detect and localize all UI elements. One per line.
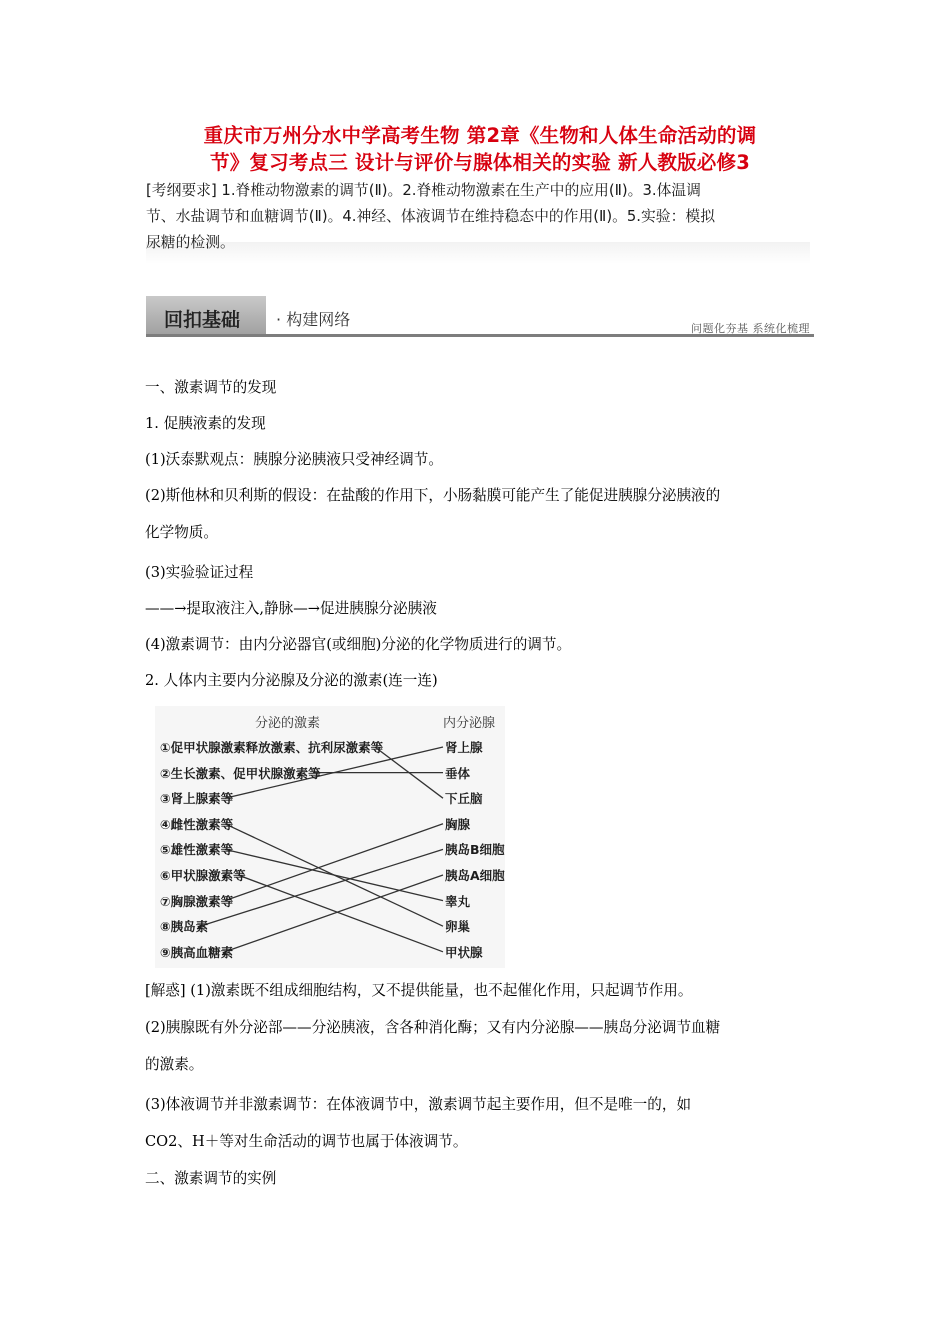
- gland-label: 胰岛A细胞: [445, 868, 505, 883]
- gland-label: 睾丸: [445, 893, 471, 909]
- note-line: [解惑] (1)激素既不组成细胞结构，又不提供能量，也不起催化作用，只起调节作用。: [145, 982, 693, 999]
- banner-subtitle-text: 构建网络: [286, 310, 351, 329]
- exam-requirements: [146, 178, 810, 256]
- gland-label: 肾上腺: [445, 740, 483, 755]
- gland-label: 甲状腺: [445, 944, 483, 960]
- gland-label: 卵巢: [445, 919, 471, 935]
- title-line-2: 节》复习考点三 设计与评价与腺体相关的实验 新人教版必修3: [210, 151, 750, 174]
- hormone-label: ⑥甲状腺激素等: [160, 868, 246, 883]
- paragraph-line: 化学物质。: [145, 524, 218, 541]
- document-title: [145, 122, 815, 176]
- requirements-line-2: 节、水盐调节和血糖调节(Ⅱ)。4.神经、体液调节在维持稳态中的作用(Ⅱ)。5.实验：模拟: [146, 208, 715, 225]
- gland-label: 下丘脑: [445, 791, 483, 807]
- hormone-label: ②生长激素、促甲状腺激素等: [160, 765, 321, 781]
- gland-label: 胸腺: [445, 816, 471, 832]
- hormone-label: ⑧胰岛素: [160, 919, 209, 935]
- hormone-label: ⑨胰高血糖素: [160, 944, 234, 960]
- hormone-label: ⑦胸腺激素等: [160, 893, 234, 909]
- banner-right-caption: 问题化夯基 系统化梳理: [691, 322, 810, 335]
- glands-header: 内分泌腺: [443, 716, 496, 731]
- banner-subtitle: [276, 307, 350, 330]
- subheading-glands: 2. 人体内主要内分泌腺及分泌的激素(连一连): [145, 672, 438, 689]
- note-line: CO2、H＋等对生命活动的调节也属于体液调节。: [145, 1133, 468, 1150]
- hormone-label: ①促甲状腺激素释放激素、抗利尿激素等: [160, 740, 384, 755]
- subheading-secretin: 1. 促胰液素的发现: [145, 415, 266, 432]
- heading-2: 二、激素调节的实例: [145, 1170, 277, 1187]
- banner-dot: ·: [276, 310, 282, 329]
- note-line: (2)胰腺既有外分泌部——分泌胰液，含各种消化酶；又有内分泌腺——胰岛分泌调节血糖: [145, 1019, 721, 1036]
- title-line-1: 重庆市万州分水中学高考生物 第2章《生物和人体生命活动的调: [203, 124, 757, 147]
- heading-1: 一、激素调节的发现: [145, 379, 277, 396]
- hormone-label: ③肾上腺素等: [160, 791, 234, 807]
- connection-line: [225, 875, 443, 952]
- connection-line: [225, 824, 443, 901]
- hormone-label: ④雌性激素等: [160, 816, 234, 832]
- paragraph-line: (3)实验验证过程: [145, 564, 254, 581]
- paragraph-line: (2)斯他林和贝利斯的假设：在盐酸的作用下，小肠黏膜可能产生了能促进胰腺分泌胰液的: [145, 487, 721, 504]
- note-line: 的激素。: [145, 1056, 204, 1073]
- connection-line: [225, 849, 443, 900]
- paragraph-line: (4)激素调节：由内分泌器官(或细胞)分泌的化学物质进行的调节。: [145, 636, 572, 653]
- requirements-line-3: 尿糖的检测。: [146, 234, 235, 251]
- requirements-line-1: [考纲要求] 1.脊椎动物激素的调节(Ⅱ)。2.脊椎动物激素在生产中的应用(Ⅱ)。3.体温调: [146, 182, 701, 199]
- hormone-label: ⑤雄性激素等: [160, 842, 234, 858]
- hormone-gland-matching-diagram: [155, 706, 505, 968]
- note-line: (3)体液调节并非激素调节：在体液调节中，激素调节起主要作用，但不是唯一的，如: [145, 1096, 692, 1113]
- paragraph-line: ——→提取液注入,静脉—→促进胰腺分泌胰液: [145, 600, 437, 617]
- gland-label: 胰岛B细胞: [445, 842, 505, 858]
- gland-label: 垂体: [445, 765, 471, 781]
- hormones-header: 分泌的激素: [255, 716, 321, 731]
- paragraph-line: (1)沃泰默观点：胰腺分泌胰液只受神经调节。: [145, 451, 443, 468]
- banner-main-title: 回扣基础: [164, 309, 241, 331]
- section-banner: [146, 296, 814, 342]
